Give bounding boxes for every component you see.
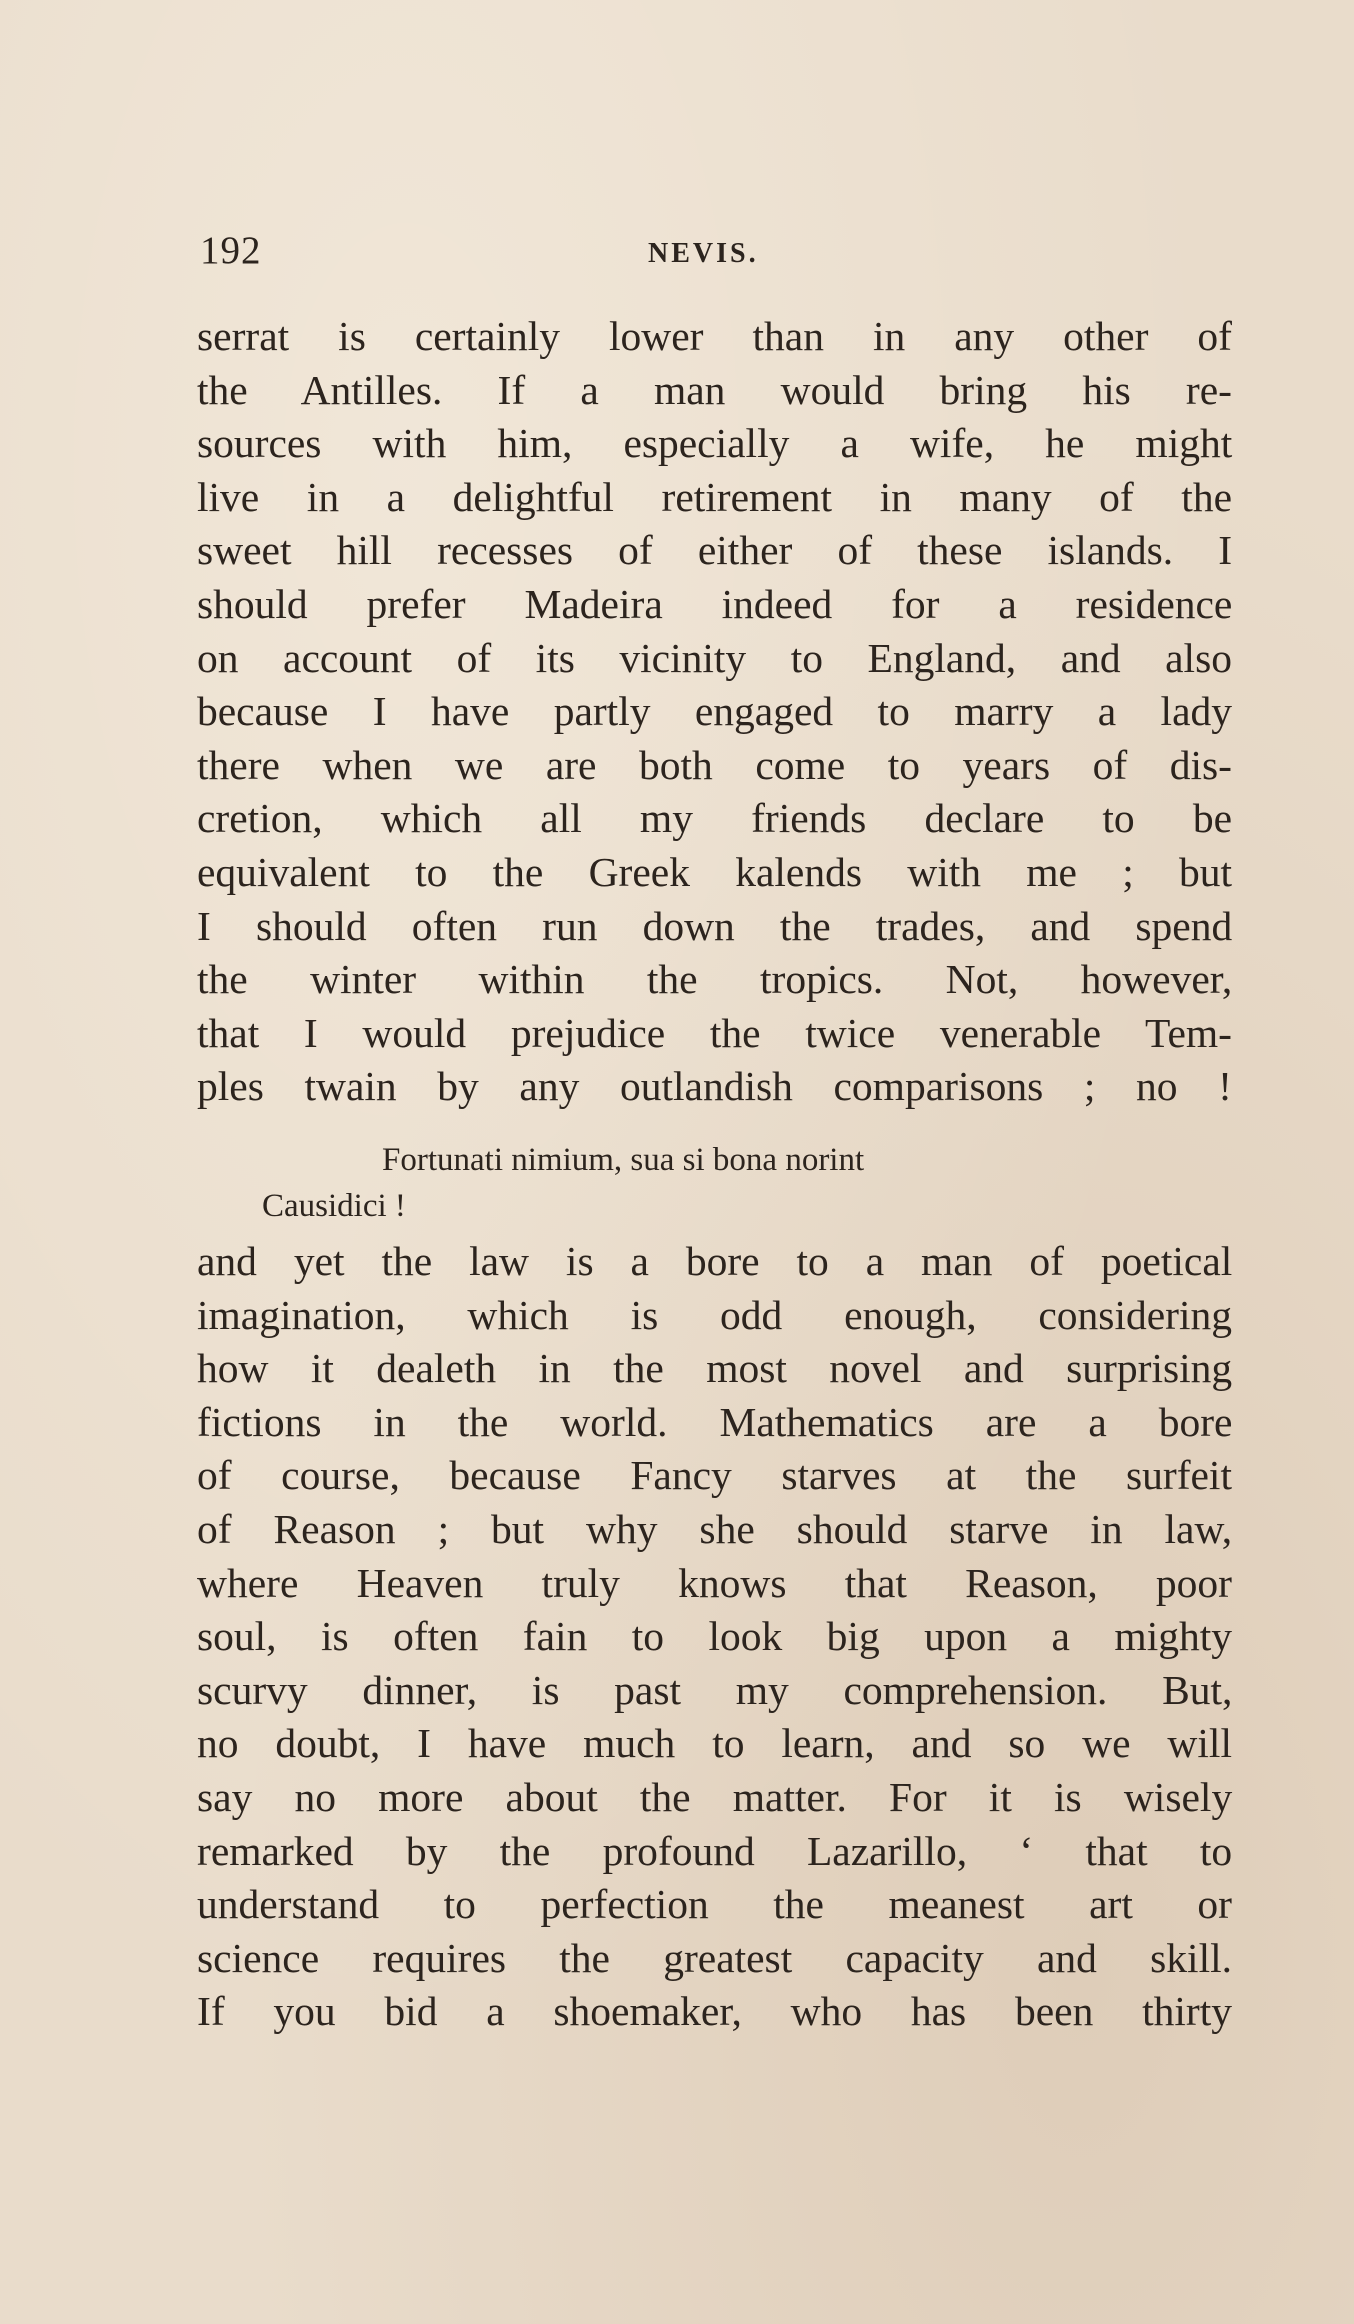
text-line: If you bid a shoemaker, who has been thirty [197,1988,1232,2035]
text-line: of Reason ; but why she should starve in law, [197,1505,1233,1552]
text-line: the winter within the tropics. Not, however, [197,956,1233,1003]
page-number: 192 [200,229,262,272]
text-line: because I have partly engaged to marry a lady [197,688,1232,735]
text-line: how it dealeth in the most novel and surprising [197,1345,1233,1392]
text-line: imagination, which is odd enough, considering [197,1291,1233,1338]
text-line: that I would prejudice the twice venerable Tem- [197,1009,1232,1056]
text-line: understand to perfection the meanest art or [197,1881,1232,1928]
text-line: live in a delightful retirement in many of the [197,473,1232,520]
text-line: science requires the greatest capacity and skill. [197,1934,1232,1981]
page-header [200,228,1230,278]
paragraph-2 [197,1235,1232,2039]
quote-line-1: Fortunati nimium, sua si bona norint [382,1142,865,1178]
text-line: of course, because Fancy starves at the surfeit [197,1452,1232,1499]
text-line: sources with him, especially a wife, he might [197,420,1233,467]
text-line: serrat is certainly lower than in any other of [197,313,1232,359]
text-line: cretion, which all my friends declare to be [197,795,1232,842]
text-line: I should often run down the trades, and spend [197,902,1233,949]
text-line: and yet the law is a bore to a man of poetical [197,1238,1233,1284]
text-line: where Heaven truly knows that Reason, poor [197,1559,1232,1606]
text-line: no doubt, I have much to learn, and so we will [197,1720,1232,1767]
text-line: fictions in the world. Mathematics are a bore [197,1398,1233,1445]
quote-line-2: Causidici ! [262,1188,406,1224]
running-head: NEVIS. [648,238,759,269]
text-line: sweet hill recesses of either of these islands. I [197,527,1233,574]
text-line: scurvy dinner, is past my comprehension. But, [197,1666,1233,1713]
text-line: should prefer Madeira indeed for a residence [197,580,1233,627]
text-line: ples twain by any outlandish comparisons ; no ! [197,1063,1232,1110]
text-line: say no more about the matter. For it is wisely [197,1773,1233,1820]
text-line: remarked by the profound Lazarillo, ‘ that to [197,1827,1233,1874]
paragraph-1 [197,310,1232,1114]
text-line: on account of its vicinity to England, and also [197,634,1232,681]
text-line: soul, is often fain to look big upon a mighty [197,1613,1232,1660]
text-line: equivalent to the Greek kalends with me ; but [197,848,1233,895]
latin-quotation [262,1137,864,1229]
text-line: the Antilles. If a man would bring his re- [197,366,1232,413]
text-line: there when we are both come to years of dis- [197,741,1232,788]
